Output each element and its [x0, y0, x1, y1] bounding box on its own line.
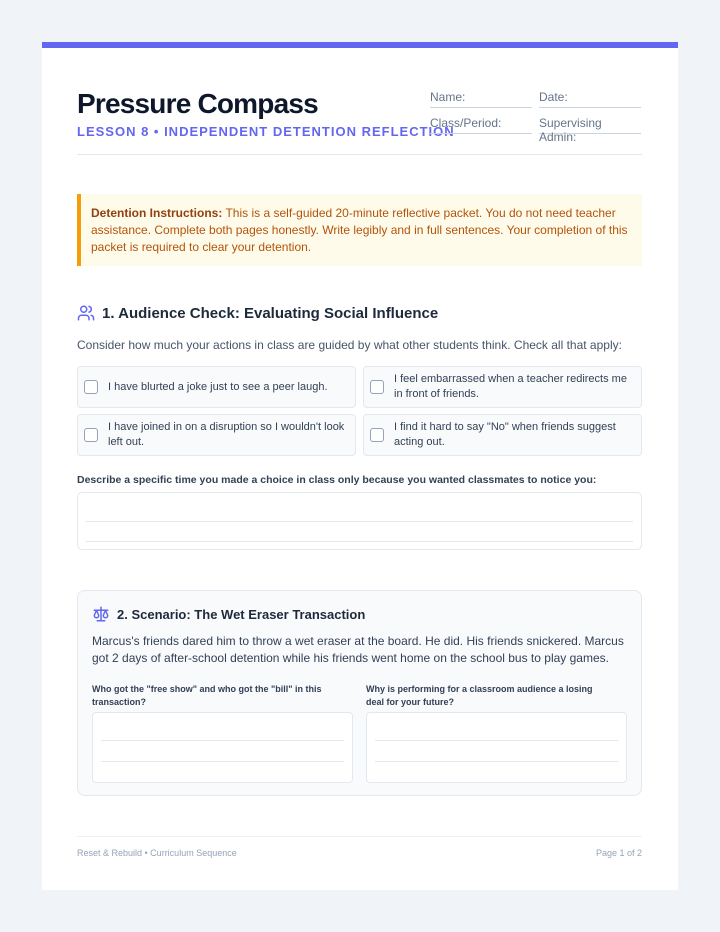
- class-period-label: Class/Period:: [430, 116, 502, 130]
- option-hard-to-say-no[interactable]: [363, 414, 642, 456]
- option-embarrassed[interactable]: [363, 366, 642, 408]
- option-label: I find it hard to say "No" when friends suggest acting out.: [394, 421, 616, 448]
- checkbox[interactable]: [370, 428, 384, 442]
- name-field[interactable]: [430, 90, 532, 108]
- page-subtitle: LESSON 8 • INDEPENDENT DETENTION REFLECTION: [77, 124, 455, 139]
- section2-header: [92, 605, 365, 623]
- option-blurted-joke[interactable]: [77, 366, 356, 408]
- worksheet-page: [42, 42, 678, 890]
- writing-line: [375, 740, 618, 741]
- scenario-text: Marcus's friends dared him to throw a wet eraser at the board. He did. His friends snickered. Marcus got 2 days of after-school detention while his friends went home on the school bus to play games.: [92, 634, 624, 665]
- page-title: Pressure Compass: [77, 88, 318, 119]
- instructions-text: This is a self-guided 20-minute reflective packet. You do not need teacher assistance. Complete both pages honestly. Write legibly and in full sentences. Your completion of this packet is required to clear your detention.: [91, 206, 628, 254]
- answer-box-free-show[interactable]: [92, 712, 353, 783]
- instructions-callout: [77, 194, 642, 266]
- checkbox[interactable]: [370, 380, 384, 394]
- date-field[interactable]: [539, 90, 641, 108]
- class-period-field[interactable]: [430, 116, 532, 134]
- instructions-label: Detention Instructions:: [91, 206, 223, 220]
- users-icon: [77, 304, 95, 322]
- page-number: Page 1 of 2: [595, 848, 642, 858]
- section1-title: 1. Audience Check: Evaluating Social Influence: [102, 304, 439, 322]
- option-joined-disruption[interactable]: [77, 414, 356, 456]
- section1-answer-box[interactable]: [77, 492, 642, 550]
- footer-divider: [77, 836, 642, 837]
- writing-line: [86, 541, 633, 542]
- question-losing-deal: Why is performing for a classroom audience a losing deal for your future?: [366, 684, 593, 707]
- header-divider: [77, 154, 642, 155]
- option-label: I feel embarrassed when a teacher redirects me in front of friends.: [394, 373, 627, 400]
- checkbox[interactable]: [84, 428, 98, 442]
- date-label: Date:: [539, 90, 568, 104]
- scenario-card: [77, 590, 642, 796]
- scale-icon: [92, 605, 110, 623]
- section1-prompt: Describe a specific time you made a choice in class only because you wanted classmates to notice you:: [77, 474, 597, 486]
- option-label: I have joined in on a disruption so I wouldn't look left out.: [108, 421, 345, 448]
- name-label: Name:: [430, 90, 466, 104]
- section1-description: Consider how much your actions in class are guided by what other students think. Check all that apply:: [77, 338, 622, 352]
- writing-line: [101, 761, 344, 762]
- supervising-admin-label: Supervising Admin:: [539, 116, 602, 144]
- checkbox[interactable]: [84, 380, 98, 394]
- section1-header: [77, 304, 438, 322]
- writing-line: [86, 521, 633, 522]
- supervising-admin-field[interactable]: [539, 116, 641, 144]
- option-label: I have blurted a joke just to see a peer laugh.: [108, 380, 328, 393]
- section2-title: 2. Scenario: The Wet Eraser Transaction: [117, 606, 366, 622]
- writing-line: [375, 761, 618, 762]
- writing-line: [101, 740, 344, 741]
- answer-box-losing-deal[interactable]: [366, 712, 627, 783]
- question-free-show: Who got the "free show" and who got the "bill" in this transaction?: [92, 684, 322, 707]
- footer-curriculum: Reset & Rebuild • Curriculum Sequence: [77, 848, 237, 858]
